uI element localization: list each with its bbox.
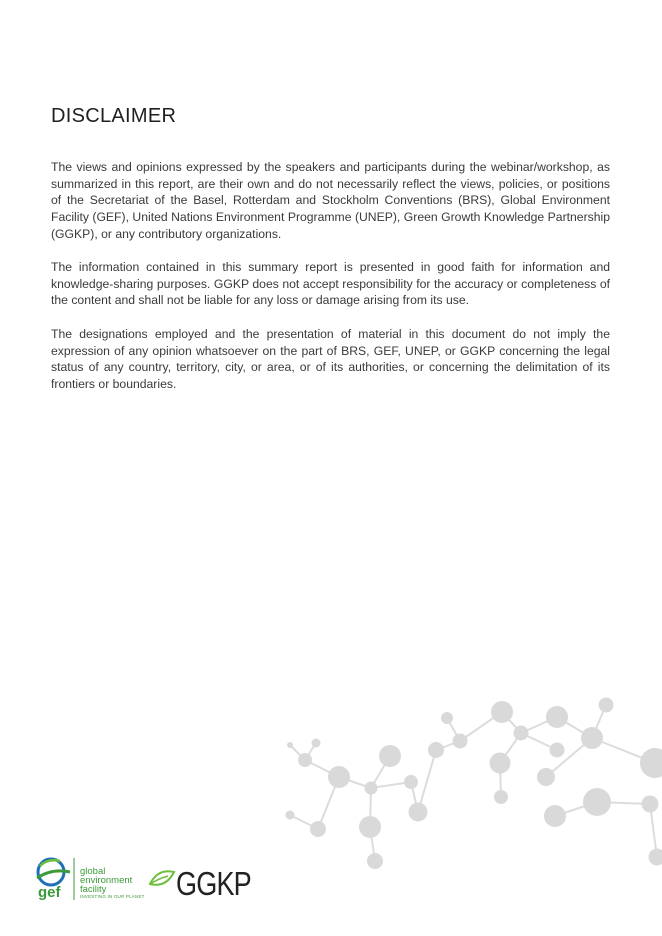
gef-logo-text xyxy=(80,867,145,900)
ggkp-leaf-icon xyxy=(150,871,174,885)
gef-logo-icon xyxy=(37,859,70,885)
molecule-network-decoration xyxy=(280,690,662,880)
disclaimer-paragraph-information: The information contained in this summary report is presented in good faith for information and knowledge-sharing purposes. GGKP does not accept responsibility for the accuracy or completeness of the content and shall not be liable for any loss or damage arising from its use. xyxy=(51,260,610,308)
disclaimer-paragraph-designations: The designations employed and the presentation of material in this document do not imply the expression of any opinion whatsoever on the part of BRS, GEF, UNEP, or GGKP concerning the legal status of any country, territory, city, or area, or of its authorities, or concerning the delimitation of its frontiers or boundaries. xyxy=(51,327,610,392)
gef-line-3: facility xyxy=(80,884,107,895)
gef-tagline: INVESTING IN OUR PLANET xyxy=(80,894,145,899)
gef-line-2: environment xyxy=(80,875,133,886)
page-title: DISCLAIMER xyxy=(51,105,177,127)
gef-line-1: global xyxy=(80,866,106,877)
gef-wordmark: gef xyxy=(38,884,61,901)
ggkp-logo-text: GGKP xyxy=(176,865,251,902)
disclaimer-paragraph-views: The views and opinions expressed by the speakers and participants during the webinar/workshop, as summarized in this report, are their own and do not necessarily reflect the views, policies, or positions of the Secretariat of the Basel, Rotterdam and Stockholm Conventions (BRS), Global Environment Facility (GEF), United Nations Environment Programme (UNEP), Green Growth Knowledge Partnership (GGKP), or any contributory organizations. xyxy=(51,160,610,241)
